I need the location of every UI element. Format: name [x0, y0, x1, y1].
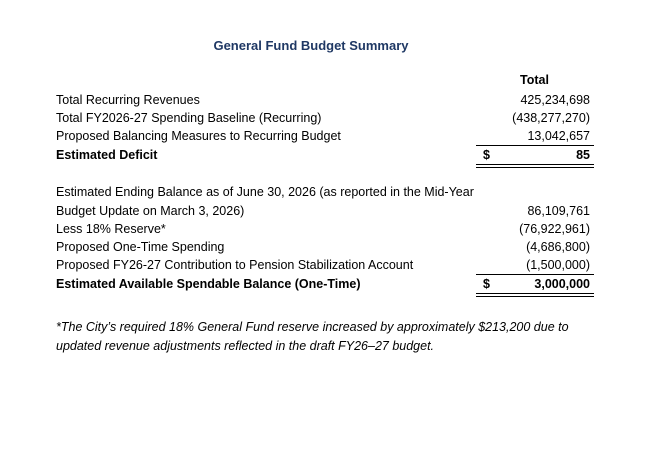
table-row: [56, 91, 596, 109]
available-balance-row: [56, 275, 596, 293]
column-header-total: Total: [520, 73, 549, 87]
total-double-rule: [476, 164, 594, 168]
table-row: [56, 220, 596, 238]
table-row: [56, 183, 596, 201]
table-row: [56, 202, 596, 220]
row-label: Budget Update on March 3, 2026): [56, 204, 245, 218]
table-row: [56, 109, 596, 127]
footnote-line: *The City’s required 18% General Fund reserve increased by approximately $213,200 due to: [56, 320, 569, 334]
table-row: [56, 127, 596, 145]
row-amount: 13,042,657: [527, 129, 590, 143]
available-label: Estimated Available Spendable Balance (One-Time): [56, 277, 361, 291]
row-amount: (1,500,000): [526, 258, 590, 272]
row-amount: 425,234,698: [520, 93, 590, 107]
row-label: Proposed FY26-27 Contribution to Pension Stabilization Account: [56, 258, 414, 272]
row-amount: 86,109,761: [527, 204, 590, 218]
footnote: [56, 318, 616, 356]
deficit-currency: $: [483, 148, 490, 162]
deficit-row: [56, 146, 596, 164]
page-title: General Fund Budget Summary: [213, 38, 409, 53]
deficit-amount: 85: [576, 148, 590, 162]
footnote-line: updated revenue adjustments reflected in the draft FY26–27 budget.: [56, 339, 435, 353]
row-label: Total Recurring Revenues: [56, 93, 200, 107]
available-currency: $: [483, 277, 490, 291]
row-label: Total FY2026-27 Spending Baseline (Recurring): [56, 111, 322, 125]
row-amount: (4,686,800): [526, 240, 590, 254]
row-label: Proposed One-Time Spending: [56, 240, 225, 254]
table-row: [56, 256, 596, 274]
row-label: Estimated Ending Balance as of June 30, 2026 (as reported in the Mid-Year: [56, 185, 474, 199]
row-amount: (438,277,270): [512, 111, 590, 125]
total-double-rule: [476, 293, 594, 297]
deficit-label: Estimated Deficit: [56, 148, 158, 162]
row-label: Less 18% Reserve*: [56, 222, 166, 236]
available-amount: 3,000,000: [534, 277, 590, 291]
row-label: Proposed Balancing Measures to Recurring Budget: [56, 129, 341, 143]
table-row: [56, 238, 596, 256]
row-amount: (76,922,961): [519, 222, 590, 236]
